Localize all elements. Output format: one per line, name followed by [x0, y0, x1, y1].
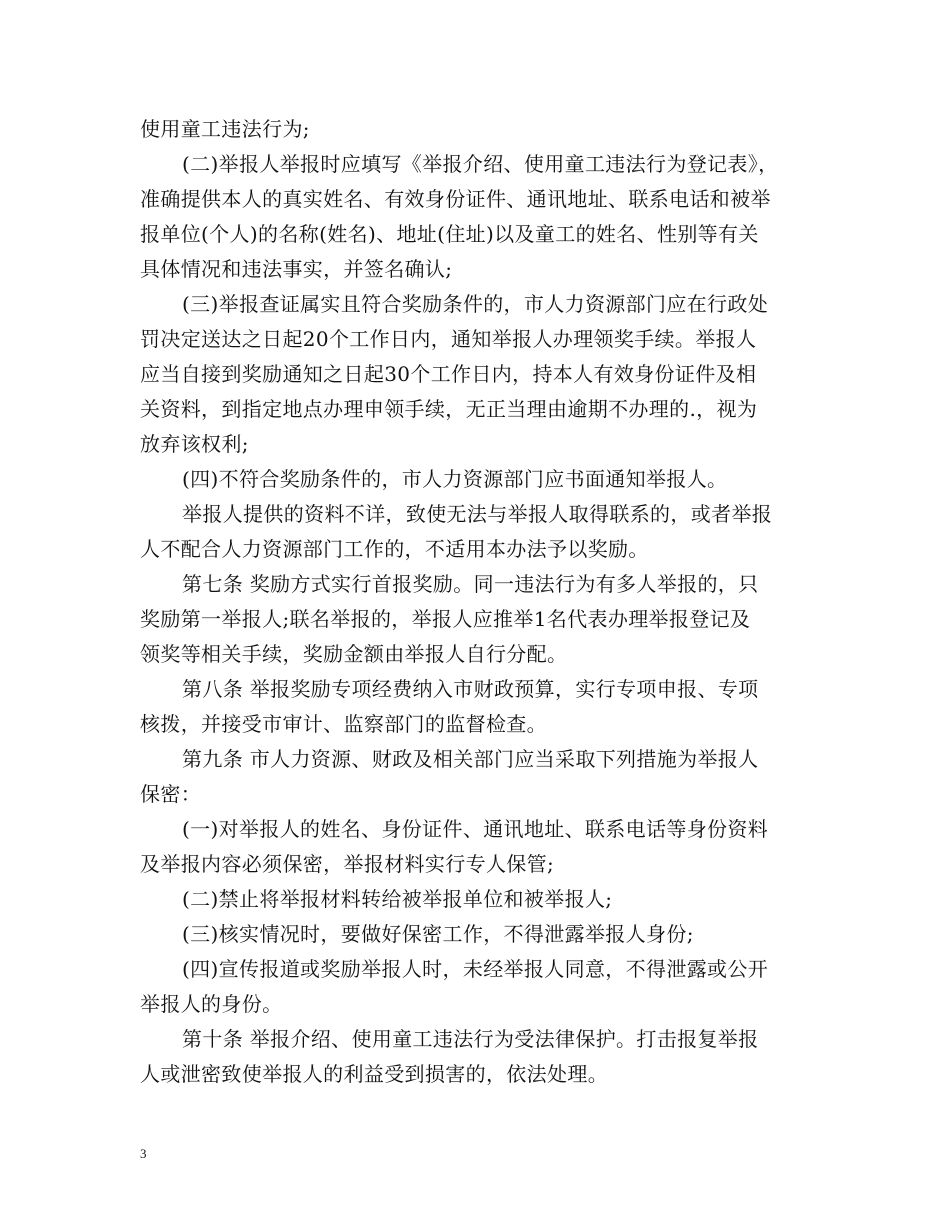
text-line: (二)禁止将举报材料转给被举报单位和被举报人; [182, 887, 613, 911]
text-line: 第九条 市人力资源、财政及相关部门应当采取下列措施为举报人 [182, 747, 759, 771]
text-line: 第七条 奖励方式实行首报奖励。同一违法行为有多人举报的，只 [182, 572, 759, 596]
document-body [140, 112, 824, 1092]
text-line: 第八条 举报奖励专项经费纳入市财政预算，实行专项申报、专项 [182, 677, 759, 701]
text-line: 领奖等相关手续，奖励金额由举报人自行分配。 [140, 642, 568, 666]
text-line: 第十条 举报介绍、使用童工违法行为受法律保护。打击报复举报 [182, 1027, 759, 1051]
text-line: 核拨，并接受市审计、监察部门的监督检查。 [140, 712, 547, 736]
text-line: 放弃该权利; [140, 432, 249, 456]
text-line: 人不配合人力资源部门工作的，不适用本办法予以奖励。 [140, 537, 649, 561]
page-number: 3 [140, 1146, 147, 1161]
text-line: 具体情况和违法事实，并签名确认; [140, 257, 453, 281]
text-line: 人或泄密致使举报人的利益受到损害的，依法处理。 [140, 1062, 609, 1086]
text-line: (二)举报人举报时应填写《举报介绍、使用童工违法行为登记表》， [182, 152, 779, 176]
text-line: 关资料，到指定地点办理申领手续，无正当理由逾期不办理的.，视为 [140, 397, 758, 421]
text-line: (三)举报查证属实且符合奖励条件的，市人力资源部门应在行政处 [182, 292, 769, 316]
text-line: 奖励第一举报人;联名举报的，举报人应推举1名代表办理举报登记及 [140, 607, 751, 631]
text-line: 举报人的身份。 [140, 992, 283, 1016]
text-line: 报单位(个人)的名称(姓名)、地址(住址)以及童工的姓名、性别等有关 [140, 222, 759, 246]
text-line: 罚决定送达之日起20个工作日内，通知举报人办理领奖手续。举报人 [140, 327, 757, 351]
text-line: (四)宣传报道或奖励举报人时，未经举报人同意，不得泄露或公开 [182, 957, 769, 981]
text-line: 保密： [140, 782, 202, 806]
text-line: (四)不符合奖励条件的，市人力资源部门应书面通知举报人。 [182, 467, 728, 491]
text-line: 准确提供本人的真实姓名、有效身份证件、通讯地址、联系电话和被举 [140, 187, 771, 211]
text-line: 及举报内容必须保密，举报材料实行专人保管; [140, 852, 555, 876]
text-line: (三)核实情况时，要做好保密工作，不得泄露举报人身份; [182, 922, 694, 946]
text-line: 使用童工违法行为; [140, 117, 310, 141]
text-line: 应当自接到奖励通知之日起30个工作日内，持本人有效身份证件及相 [140, 362, 757, 386]
text-line: 举报人提供的资料不详，致使无法与举报人取得联系的，或者举报 [182, 502, 773, 526]
text-line: (一)对举报人的姓名、身份证件、通讯地址、联系电话等身份资料 [182, 817, 769, 841]
